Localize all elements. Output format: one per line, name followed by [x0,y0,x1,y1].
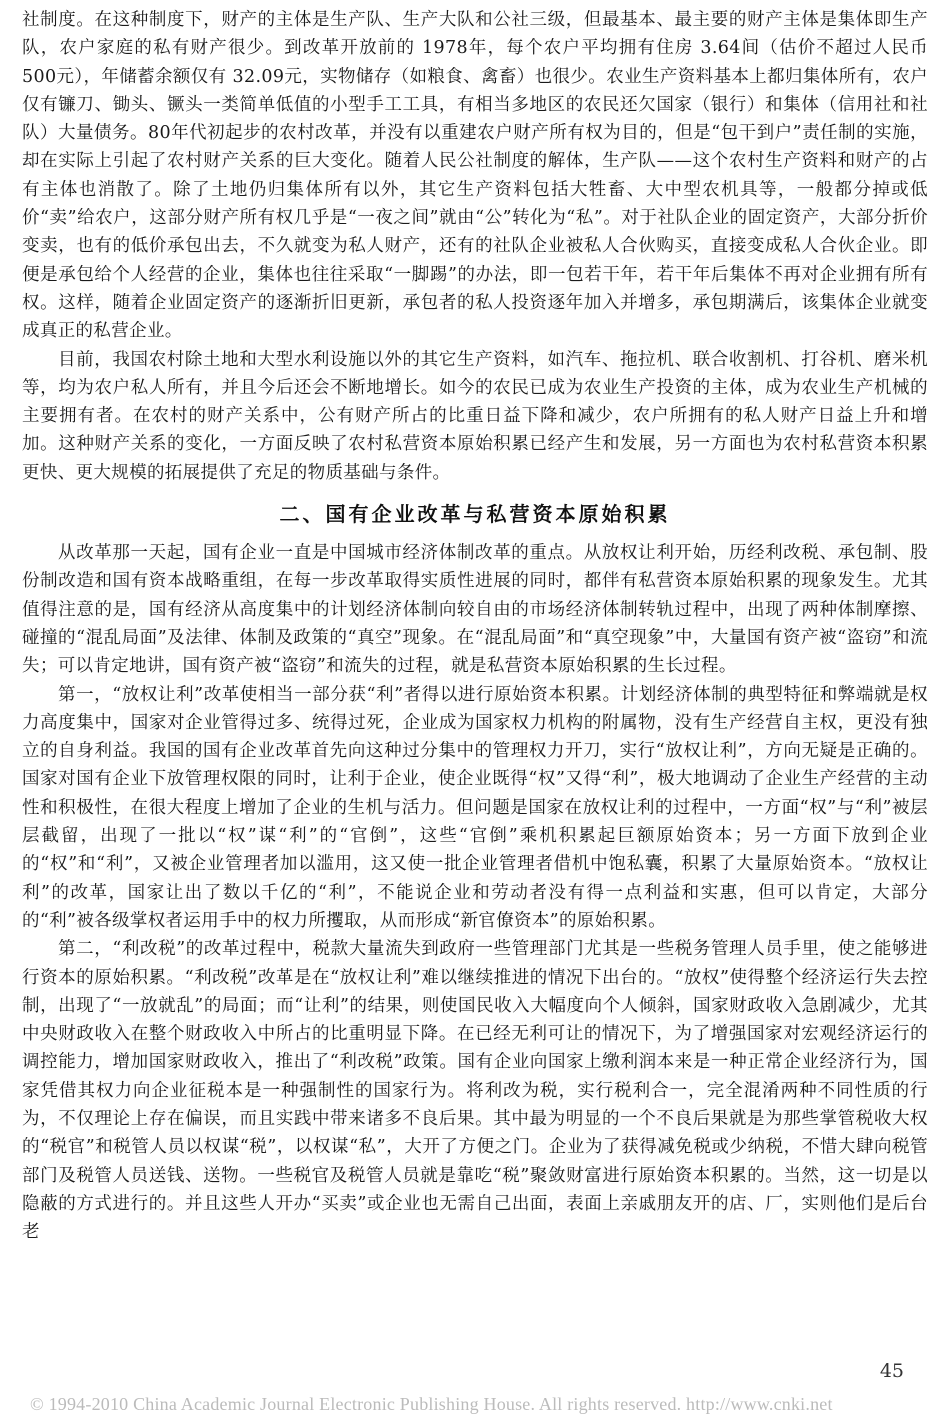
body-paragraph: 第一，“放权让利”改革使相当一部分获“利”者得以进行原始资本积累。计划经济体制的典型特征和弊端就是权力高度集中，国家对企业管得过多、统得过死，企业成为国家权力机构的附属物，没有生产经营自主权，更没有独立的自身利益。我国的国有企业改革首先向这种过分集中的管理权力开刀，实行“放权让利”，方向无疑是正确的。国家对国有企业下放管理权限的同时，让利于企业，使企业既得“权”又得“利”，极大地调动了企业生产经营的主动性和积极性，在很大程度上增加了企业的生机与活力。但问题是国家在放权让利的过程中，一方面“权”与“利”被层层截留，出现了一批以“权”谋“利”的“官倒”，这些“官倒”乘机积累起巨额原始资本；另一方面下放到企业的“权”和“利”，又被企业管理者加以滥用，这又使一批企业管理者借机中饱私囊，积累了大量原始资本。“放权让利”的改革，国家让出了数以千亿的“利”，不能说企业和劳动者没有得一点利益和实惠，但可以肯定，大部分的“利”被各级掌权者运用手中的权力所攫取，从而形成“新官僚资本”的原始积累。 [22,684,928,931]
article-body [22,6,928,1246]
body-paragraph: 社制度。在这种制度下，财产的主体是生产队、生产大队和公社三级，但最基本、最主要的财产主体是集体即生产队，农户家庭的私有财产很少。到改革开放前的 1978年，每个农户平均拥有住房 3.64间（估价不超过人民币 500元），年储蓄余额仅有 32.09元，实物储存（如粮食、禽畜）也很少。农业生产资料基本上都归集体所有，农户仅有镰刀、锄头、镢头一类简单低值的小型手工工具，有相当多地区的农民还欠国家（银行）和集体（信用社和社队）大量债务。80年代初起步的农村改革，并没有以重建农户财产所有权为目的，但是“包干到户”责任制的实施，却在实际上引起了农村财产关系的巨大变化。随着人民公社制度的解体，生产队——这个农村生产资料和财产的占有主体也消散了。除了土地仍归集体所有以外，其它生产资料包括大牲畜、大中型农机具等，一般都分掉或低价“卖”给农户，这部分财产所有权几乎是“一夜之间”就由“公”转化为“私”。对于社队企业的固定资产，大部分折价变卖，也有的低价承包出去，不久就变为私人财产，还有的社队企业被私人合伙购买，直接变成私人合伙企业。即便是承包给个人经营的企业，集体也往往采取“一脚踢”的办法，即一包若干年，若干年后集体不再对企业拥有所有权。这样，随着企业固定资产的逐渐折旧更新，承包者的私人投资逐年加入并增多，承包期满后，该集体企业就变成真正的私营企业。 [22,10,928,342]
page-number: 45 [879,1360,904,1382]
copyright-watermark: © 1994-2010 China Academic Journal Electronic Publishing House. All rights reserved. http://www.cnki.net [30,1394,833,1414]
body-paragraph: 从改革那一天起，国有企业一直是中国城市经济体制改革的重点。从放权让利开始，历经利改税、承包制、股份制改造和国有资本战略重组，在每一步改革取得实质性进展的同时，都伴有私营资本原始积累的现象发生。尤其值得注意的是，国有经济从高度集中的计划经济体制向较自由的市场经济体制转轨过程中，出现了两种体制摩擦、碰撞的“混乱局面”及法律、体制及政策的“真空”现象。在“混乱局面”和“真空现象”中，大量国有资产被“盗窃”和流失；可以肯定地讲，国有资产被“盗窃”和流失的过程，就是私营资本原始积累的生长过程。 [22,543,928,677]
section-heading: 二、国有企业改革与私营资本原始积累 [279,502,671,527]
body-paragraph: 目前，我国农村除土地和大型水利设施以外的其它生产资料，如汽车、拖拉机、联合收割机、打谷机、磨米机等，均为农户私人所有，并且今后还会不断地增长。如今的农民已成为农业生产投资的主体，成为农业生产机械的主要拥有者。在农村的财产关系中，公有财产所占的比重日益下降和减少，农户所拥有的私人财产日益上升和增加。这种财产关系的变化，一方面反映了农村私营资本原始积累已经产生和发展，另一方面也为农村私营资本积累更快、更大规模的拓展提供了充足的物质基础与条件。 [22,349,928,483]
body-paragraph: 第二，“利改税”的改革过程中，税款大量流失到政府一些管理部门尤其是一些税务管理人员手里，使之能够进行资本的原始积累。“利改税”改革是在“放权让利”难以继续推进的情况下出台的。“放权”使得整个经济运行失去控制，出现了“一放就乱”的局面；而“让利”的结果，则使国民收入大幅度向个人倾斜，国家财政收入急剧减少，尤其中央财政收入在整个财政收入中所占的比重明显下降。在已经无利可让的情况下，为了增强国家对宏观经济运行的调控能力，增加国家财政收入，推出了“利改税”政策。国有企业向国家上缴利润本来是一种正常企业经济行为，国家凭借其权力向企业征税本是一种强制性的国家行为。将利改为税，实行税利合一，完全混淆两种不同性质的行为，不仅理论上存在偏误，而且实践中带来诸多不良后果。其中最为明显的一个不良后果就是为那些掌管税收大权的“税官”和税管人员以权谋“税”，以权谋“私”，大开了方便之门。企业为了获得减免税或少纳税，不惜大肆向税管部门及税管人员送钱、送物。一些税官及税管人员就是靠吃“税”聚敛财富进行原始资本积累的。当然，这一切是以隐蔽的方式进行的。并且这些人开办“买卖”或企业也无需自己出面，表面上亲戚朋友开的店、厂，实则他们是后台老 [22,939,928,1243]
